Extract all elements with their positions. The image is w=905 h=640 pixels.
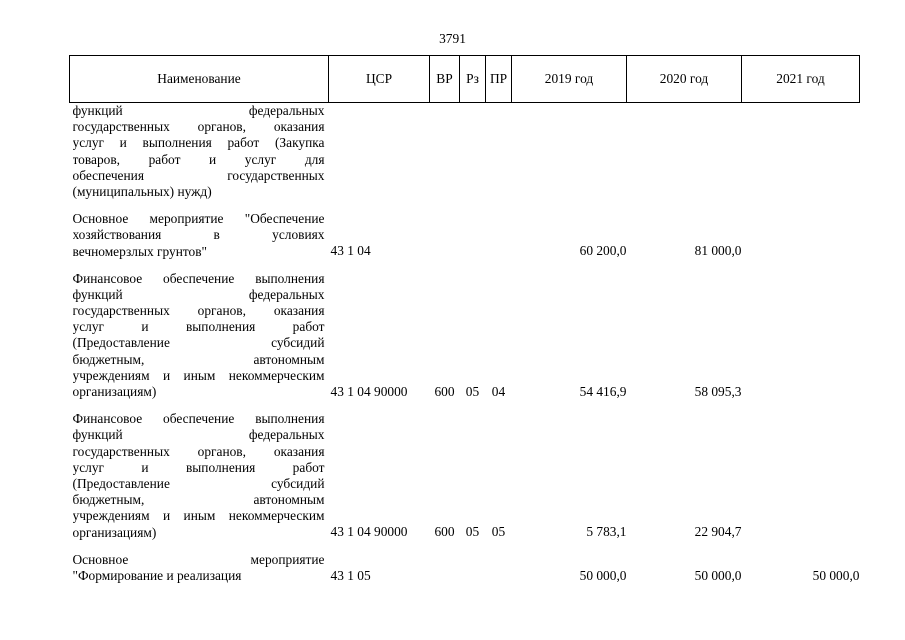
- row-2019-value: 60 200,0: [579, 243, 627, 259]
- row-vr: 600: [434, 524, 455, 540]
- row-2021-value: [742, 211, 860, 260]
- header-rz: Рз: [460, 56, 486, 103]
- row-rz: [460, 211, 486, 260]
- row-name-line: Основное мероприятие: [72, 551, 325, 567]
- header-name: Наименование: [70, 56, 329, 103]
- row-pr: [486, 103, 512, 201]
- row-name-line: хозяйствования в условиях: [72, 227, 325, 243]
- header-2021: 2021 год: [742, 56, 860, 103]
- row-pr: 05: [491, 524, 506, 540]
- budget-table: [69, 55, 860, 584]
- row-name-line: функций федеральных: [72, 427, 325, 443]
- row-2020-value: 58 095,3: [694, 383, 742, 399]
- row-name-line: (муниципальных) нужд): [72, 183, 212, 199]
- row-csr: 43 1 04: [330, 243, 371, 259]
- table-body: [70, 103, 860, 585]
- row-name-line: услуг и выполнения работ: [72, 459, 325, 475]
- row-csr: [329, 103, 430, 201]
- row-spacer: [70, 541, 860, 552]
- row-name-line: государственных органов, оказания: [72, 119, 325, 135]
- row-spacer-cell: [70, 260, 860, 271]
- row-2021-value: [742, 103, 860, 201]
- row-spacer: [70, 260, 860, 271]
- row-csr: 43 1 04 90000: [330, 383, 408, 399]
- row-rz: 05: [465, 524, 480, 540]
- header-pr: ПР: [486, 56, 512, 103]
- header-vr: ВР: [430, 56, 460, 103]
- row-pr: 04: [491, 383, 506, 399]
- row-vr: [430, 103, 460, 201]
- row-name-line: товаров, работ и услуг для: [72, 151, 325, 167]
- row-rz: 05: [465, 383, 480, 399]
- row-name-line: государственных органов, оказания: [72, 443, 325, 459]
- header-csr: ЦСР: [329, 56, 430, 103]
- row-name-line: вечномерзлых грунтов": [72, 243, 208, 259]
- row-spacer-cell: [70, 400, 860, 411]
- row-2020-value: 50 000,0: [694, 567, 742, 583]
- row-name-line: "Формирование и реализация: [72, 567, 242, 583]
- row-2020-value: 22 904,7: [694, 524, 742, 540]
- row-name-line: государственных органов, оказания: [72, 303, 325, 319]
- row-pr: [486, 552, 512, 584]
- row-2021-value: [742, 411, 860, 541]
- row-name-cell: [70, 552, 329, 584]
- row-2021-value: 50 000,0: [812, 567, 860, 583]
- row-name-line: бюджетным, автономным: [72, 351, 325, 367]
- row-2019-value: 5 783,1: [586, 524, 627, 540]
- row-name-line: Финансовое обеспечение выполнения: [72, 270, 325, 286]
- row-rz: [460, 103, 486, 201]
- row-2019-value: [512, 103, 627, 201]
- row-name-cell: [70, 211, 329, 260]
- row-2020-value: 81 000,0: [694, 243, 742, 259]
- table-row: [70, 271, 860, 401]
- row-csr: 43 1 04 90000: [330, 524, 408, 540]
- row-name-line: функций федеральных: [72, 286, 325, 302]
- row-name-cell: [70, 271, 329, 401]
- table-header: [70, 56, 860, 103]
- row-name-cell: [70, 103, 329, 201]
- row-name-line: Основное мероприятие "Обеспечение: [72, 211, 325, 227]
- table-row: [70, 552, 860, 584]
- row-2019-value: 54 416,9: [579, 383, 627, 399]
- row-2021-value: [742, 271, 860, 401]
- row-vr: [430, 552, 460, 584]
- row-name-line: обеспечения государственных: [72, 167, 325, 183]
- row-name-line: услуг и выполнения работ: [72, 319, 325, 335]
- row-name-line: учреждениям и иным некоммерческим: [72, 367, 325, 383]
- row-2019-value: 50 000,0: [579, 567, 627, 583]
- row-name-line: (Предоставление субсидий: [72, 335, 325, 351]
- row-name-line: бюджетным, автономным: [72, 492, 325, 508]
- row-spacer-cell: [70, 200, 860, 211]
- header-2020: 2020 год: [627, 56, 742, 103]
- row-pr: [486, 211, 512, 260]
- row-name-line: функций федеральных: [72, 103, 325, 118]
- row-rz: [460, 552, 486, 584]
- header-2019: 2019 год: [512, 56, 627, 103]
- row-name-line: (Предоставление субсидий: [72, 475, 325, 491]
- table-row: [70, 103, 860, 201]
- table-row: [70, 211, 860, 260]
- row-name-line: Финансовое обеспечение выполнения: [72, 411, 325, 427]
- row-name-line: услуг и выполнения работ (Закупка: [72, 135, 325, 151]
- row-name-line: учреждениям и иным некоммерческим: [72, 508, 325, 524]
- row-spacer: [70, 200, 860, 211]
- row-name-line: организациям): [72, 524, 157, 540]
- row-name-line: организациям): [72, 384, 157, 399]
- row-spacer: [70, 400, 860, 411]
- row-name-cell: [70, 411, 329, 541]
- row-vr: [430, 211, 460, 260]
- page-number: 3791: [439, 31, 466, 46]
- table-row: [70, 411, 860, 541]
- row-vr: 600: [434, 383, 455, 399]
- row-spacer-cell: [70, 541, 860, 552]
- row-2020-value: [627, 103, 742, 201]
- row-csr: 43 1 05: [330, 567, 371, 583]
